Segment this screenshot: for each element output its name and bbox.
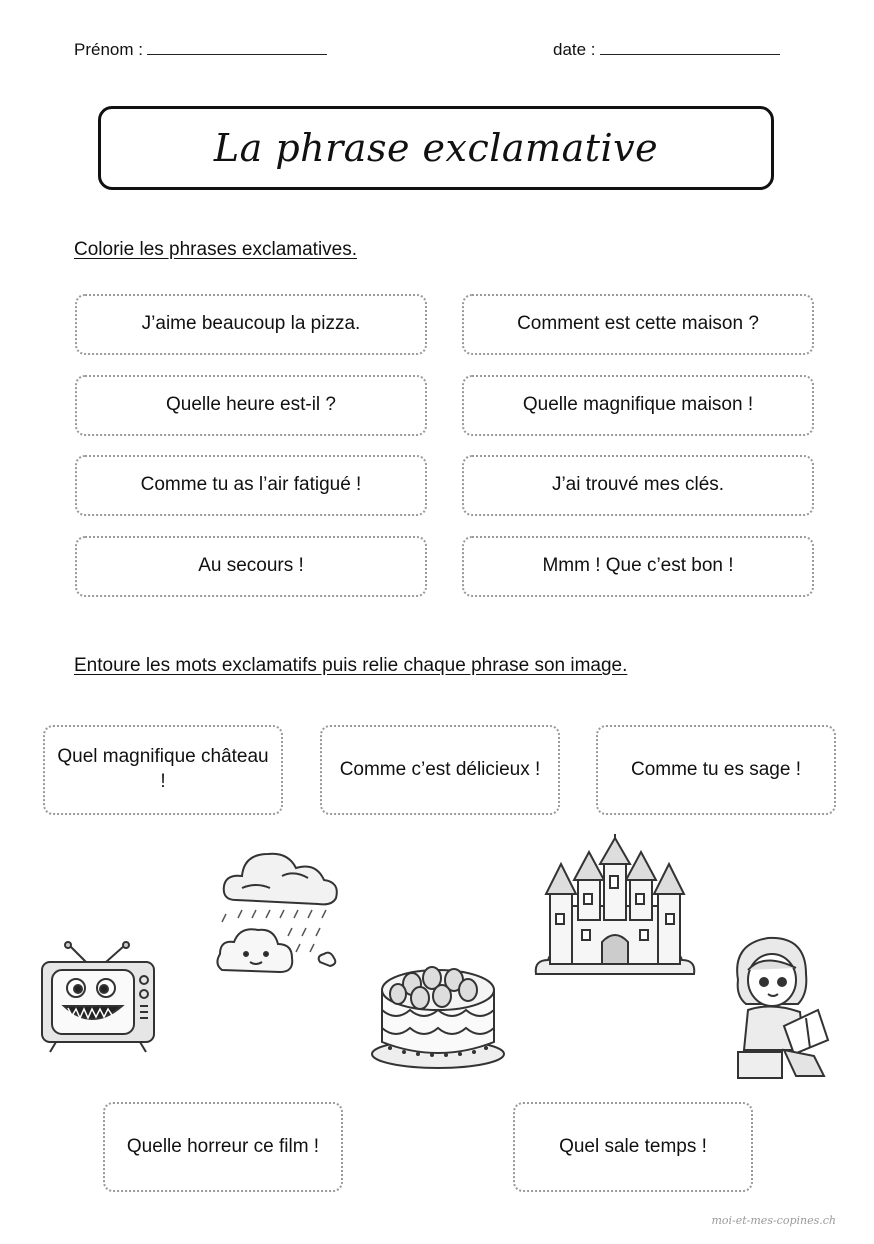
cake-image[interactable] bbox=[368, 950, 508, 1072]
exclamation-card[interactable] bbox=[596, 725, 836, 815]
exclamation-text: Quel sale temps ! bbox=[559, 1135, 707, 1157]
page-title: La phrase exclamative bbox=[213, 126, 659, 170]
date-field[interactable] bbox=[553, 40, 780, 60]
girl-reading-image[interactable] bbox=[724, 930, 842, 1082]
exclamation-text: Quelle horreur ce film ! bbox=[126, 1135, 320, 1157]
exclamation-card[interactable] bbox=[320, 725, 560, 815]
exclamation-text: Comme tu es sage ! bbox=[630, 758, 802, 780]
sentence-text: Quelle magnifique maison ! bbox=[522, 394, 754, 416]
sentence-card[interactable] bbox=[75, 455, 427, 516]
sentence-card[interactable] bbox=[75, 375, 427, 436]
sentence-text: Quelle heure est-il ? bbox=[165, 394, 337, 416]
sentence-text: J’aime beaucoup la pizza. bbox=[141, 313, 361, 335]
sentence-card[interactable] bbox=[462, 536, 814, 597]
title-box bbox=[98, 106, 774, 190]
name-label: Prénom : bbox=[74, 40, 143, 59]
tv-monster-image[interactable] bbox=[36, 940, 160, 1058]
sentence-card[interactable] bbox=[462, 455, 814, 516]
sentence-text: J’ai trouvé mes clés. bbox=[551, 474, 725, 496]
rain-cloud-image[interactable] bbox=[212, 844, 346, 980]
sentence-card[interactable] bbox=[462, 375, 814, 436]
exclamation-card[interactable] bbox=[103, 1102, 343, 1192]
sentence-text: Mmm ! Que c’est bon ! bbox=[542, 555, 734, 577]
sentence-card[interactable] bbox=[75, 294, 427, 355]
exclamation-text: Quel magnifique château ! bbox=[57, 746, 269, 792]
name-field[interactable] bbox=[74, 40, 327, 60]
sentence-card[interactable] bbox=[462, 294, 814, 355]
exclamation-text: Comme c’est délicieux ! bbox=[339, 758, 541, 780]
exclamation-card[interactable] bbox=[513, 1102, 753, 1192]
exclamation-card[interactable] bbox=[43, 725, 283, 815]
instruction-entoure: Entoure les mots exclamatifs puis relie chaque phrase son image. bbox=[74, 655, 628, 676]
castle-image[interactable] bbox=[530, 834, 700, 984]
name-line[interactable] bbox=[147, 40, 327, 55]
date-label: date : bbox=[553, 40, 596, 59]
footer-credit: moi-et-mes-copines.ch bbox=[711, 1214, 836, 1227]
sentence-text: Comme tu as l’air fatigué ! bbox=[140, 474, 362, 496]
sentence-text: Au secours ! bbox=[198, 555, 304, 577]
instruction-colorie: Colorie les phrases exclamatives. bbox=[74, 239, 358, 260]
sentence-card[interactable] bbox=[75, 536, 427, 597]
sentence-text: Comment est cette maison ? bbox=[517, 313, 759, 335]
date-line[interactable] bbox=[600, 40, 780, 55]
